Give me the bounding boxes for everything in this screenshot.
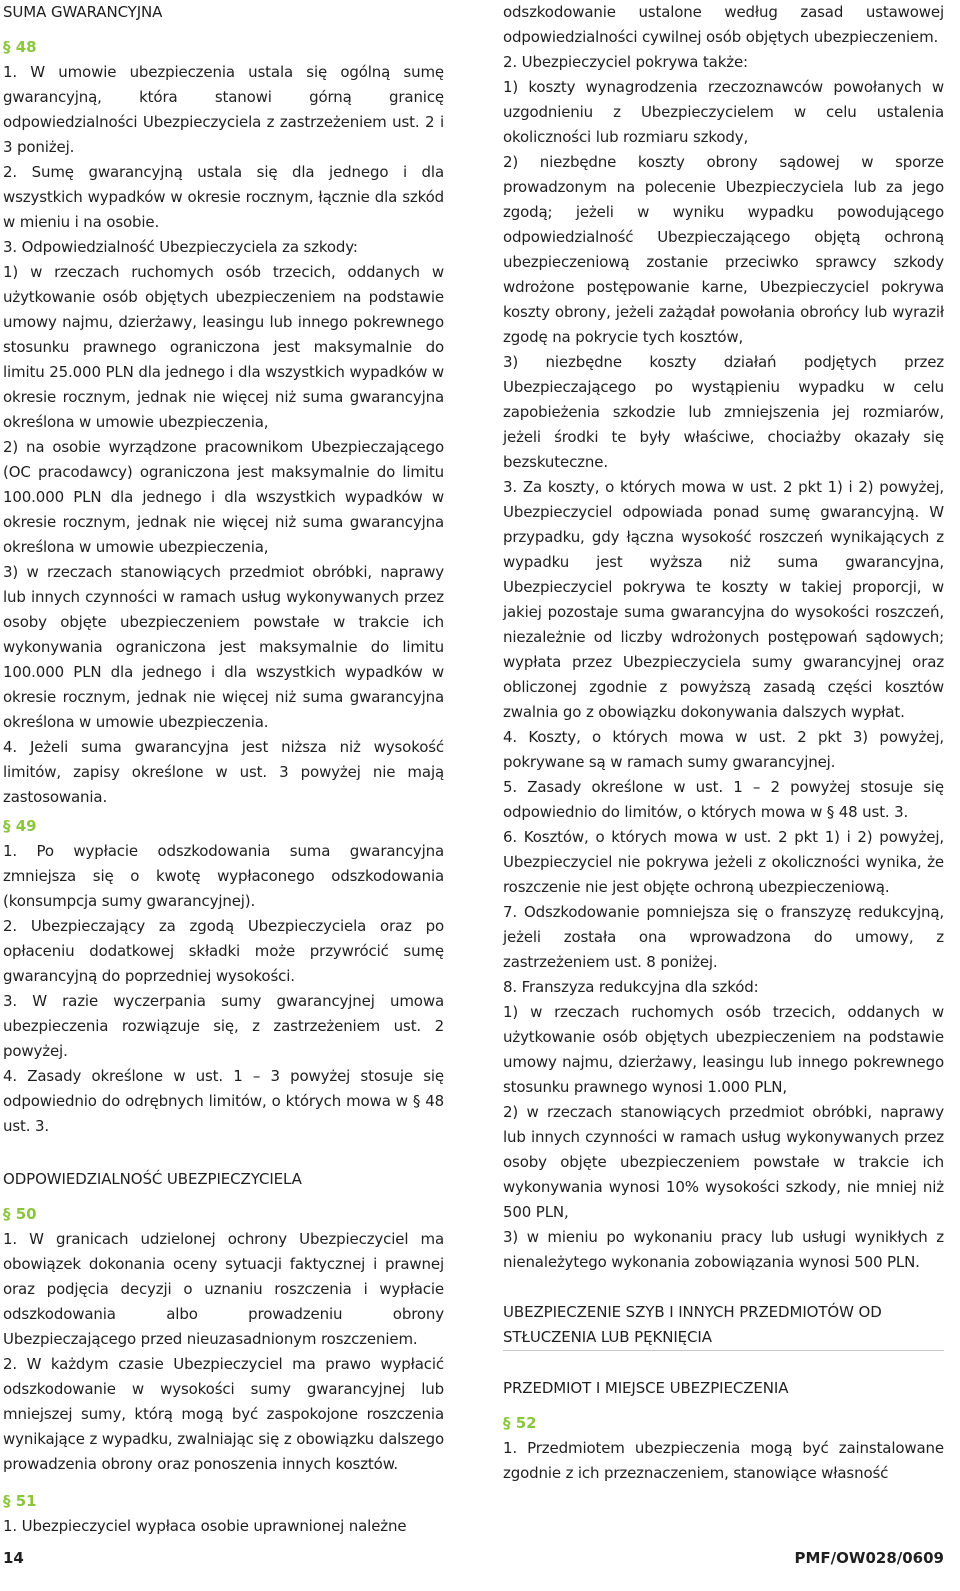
left-column — [3, 0, 444, 1539]
paragraph-48-1: 1. W umowie ubezpieczenia ustala się ogólną sumę gwarancyjną, która stanowi górną granicę odpowiedzialności Ubezpieczyciela z zastrzeżeniem ust. 2 i 3 poniżej. — [3, 63, 444, 156]
paragraph-51-1-start: 1. Ubezpieczyciel wypłaca osobie uprawnionej należne — [3, 1517, 407, 1535]
paragraph-51-2-2: 2) niezbędne koszty obrony sądowej w sporze prowadzonym na polecenie Ubezpieczyciela lub za jego zgodą; jeżeli w wyniku wypadku powodującego odpowiedzialność Ubezpieczającego objętą ochroną ubezpieczeniową zostanie przeciwko sprawcy szkody wdrożone postępowanie karne, Ubezpieczyciel pokrywa koszty obrony, jeżeli zażądał powołania obrońcy lub wyraził zgodę na pokrycie tych kosztów, — [503, 153, 944, 346]
paragraph-51-3: 3. Za koszty, o których mowa w ust. 2 pkt 1) i 2) powyżej, Ubezpieczyciel odpowiada ponad sumę gwarancyjną. W przypadku, gdy łączna wysokość roszczeń wynikających z wypadku jest wyższa niż suma gwarancyjna, Ubezpieczyciel pokrywa te koszty w takiej proporcji, w jakiej pozostaje suma gwarancyjna do wysokości roszczeń, niezależnie od liczby wdrożonych postępowań sądowych; wypłata przez Ubezpieczyciela sumy gwarancyjnej oraz obliczonej zgodnie z powyższą zasadą części kosztów zwalnia go z obowiązku dokonywania dalszych wypłat. — [503, 478, 944, 721]
paragraph-51-8-1: 1) w rzeczach ruchomych osób trzecich, oddanych w użytkowanie osób objętych ubezpieczeniem na podstawie umowy najmu, dzierżawy, leasingu lub innego pokrewnego stosunku prawnego wynosi 1.000 PLN, — [503, 1003, 944, 1096]
paragraph-48-2: 2. Sumę gwarancyjną ustala się dla jednego i dla wszystkich wypadków w okresie rocznym, łącznie dla szkód w mieniu i na osobie. — [3, 163, 444, 231]
paragraph-49-2: 2. Ubezpieczający za zgodą Ubezpieczyciela oraz po opłaceniu dodatkowej składki może przywrócić sumę gwarancyjną do poprzedniej wysokości. — [3, 917, 444, 985]
section-52-label: § 52 — [503, 1414, 537, 1432]
heading-ubezpieczenie-szyb: UBEZPIECZENIE SZYB I INNYCH PRZEDMIOTÓW OD STŁUCZENIA LUB PĘKNIĘCIA — [503, 1300, 944, 1351]
paragraph-51-2-1: 1) koszty wynagrodzenia rzeczoznawców powołanych w uzgodnieniu z Ubezpieczycielem w celu ustalenia okoliczności lub rozmiaru szkody, — [503, 78, 944, 146]
paragraph-51-6: 6. Kosztów, o których mowa w ust. 2 pkt 1) i 2) powyżej, Ubezpieczyciel nie pokrywa jeżeli z okoliczności wynika, że roszczenie nie jest objęte ochroną ubezpieczeniową. — [503, 828, 944, 896]
paragraph-51-2-3: 3) niezbędne koszty działań podjętych przez Ubezpieczającego po wystąpieniu wypadku w celu zapobieżenia szkodzie lub zmniejszenia jej rozmiarów, jeżeli środki te były właściwe, chociażby okazały się bezskuteczne. — [503, 353, 944, 471]
paragraph-48-3-1: 1) w rzeczach ruchomych osób trzecich, oddanych w użytkowanie osób objętych ubezpieczeniem na podstawie umowy najmu, dzierżawy, leasingu lub innego pokrewnego stosunku prawnego ograniczona jest maksymalnie do limitu 25.000 PLN dla jednego i dla wszystkich wypadków w okresie rocznym, jednak nie więcej niż suma gwarancyjna określona w umowie ubezpieczenia, — [3, 263, 444, 431]
paragraph-49-1: 1. Po wypłacie odszkodowania suma gwarancyjna zmniejsza się o kwotę wypłaconego odszkodowania (konsumpcja sumy gwarancyjnej). — [3, 842, 444, 910]
heading-odpowiedzialnosc: ODPOWIEDZIALNOŚĆ UBEZPIECZYCIELA — [3, 1170, 302, 1188]
right-column — [503, 0, 944, 1486]
section-49-label: § 49 — [3, 817, 37, 835]
paragraph-51-2: 2. Ubezpieczyciel pokrywa także: — [503, 53, 748, 71]
section-48-label: § 48 — [3, 38, 37, 56]
paragraph-51-8: 8. Franszyza redukcyjna dla szkód: — [503, 978, 759, 996]
paragraph-52-1: 1. Przedmiotem ubezpieczenia mogą być zainstalowane zgodnie z ich przeznaczeniem, stanowiące własność — [503, 1439, 944, 1482]
paragraph-51-8-2: 2) w rzeczach stanowiących przedmiot obróbki, naprawy lub innych czynności w ramach usług wykonywanych przez osoby objęte ubezpieczeniem powstałe w trakcie ich wykonywania wynosi 10% wysokości szkody, nie mniej niż 500 PLN, — [503, 1103, 944, 1221]
paragraph-51-7: 7. Odszkodowanie pomniejsza się o franszyzę redukcyjną, jeżeli została ona wprowadzona do umowy, z zastrzeżeniem ust. 8 poniżej. — [503, 903, 944, 971]
paragraph-51-8-3: 3) w mieniu po wykonaniu pracy lub usługi wynikłych z nienależytego wykonania zobowiązania wynosi 500 PLN. — [503, 1228, 944, 1271]
paragraph-51-1-end: odszkodowanie ustalone według zasad ustawowej odpowiedzialności cywilnej osób objętych ubezpieczeniem. — [503, 3, 944, 46]
paragraph-49-3: 3. W razie wyczerpania sumy gwarancyjnej umowa ubezpieczenia rozwiązuje się, z zastrzeżeniem ust. 2 powyżej. — [3, 992, 444, 1060]
paragraph-51-5: 5. Zasady określone w ust. 1 – 2 powyżej stosuje się odpowiednio do limitów, o których mowa w § 48 ust. 3. — [503, 778, 944, 821]
document-code: PMF/OW028/0609 — [794, 1549, 944, 1567]
heading-suma-gwarancyjna: SUMA GWARANCYJNA — [3, 3, 163, 21]
paragraph-48-3: 3. Odpowiedzialność Ubezpieczyciela za szkody: — [3, 238, 358, 256]
paragraph-50-2: 2. W każdym czasie Ubezpieczyciel ma prawo wypłacić odszkodowanie w wysokości sumy gwarancyjnej lub mniejszej sumy, którą mogą być zaspokojone roszczenia wynikające z wypadku, zwalniając się z obowiązku dalszego prowadzenia obrony oraz ponoszenia innych kosztów. — [3, 1355, 444, 1473]
paragraph-48-3-2: 2) na osobie wyrządzone pracownikom Ubezpieczającego (OC pracodawcy) ograniczona jest maksymalnie do limitu 100.000 PLN dla jednego i dla wszystkich wypadków w okresie rocznym, jednak nie więcej niż suma gwarancyjna określona w umowie ubezpieczenia, — [3, 438, 444, 556]
heading-przedmiot-miejsce: PRZEDMIOT I MIEJSCE UBEZPIECZENIA — [503, 1379, 789, 1397]
paragraph-50-1: 1. W granicach udzielonej ochrony Ubezpieczyciel ma obowiązek dokonania oceny sytuacji faktycznej i prawnej oraz podjęcia decyzji o uznaniu roszczenia i wypłacie odszkodowania albo prowadzeniu obrony Ubezpieczającego przed nieuzasadnionym roszczeniem. — [3, 1230, 444, 1348]
paragraph-48-3-3: 3) w rzeczach stanowiących przedmiot obróbki, naprawy lub innych czynności w ramach usług wykonywanych przez osoby objęte ubezpieczeniem powstałe w trakcie ich wykonywania ograniczona jest maksymalnie do limitu 100.000 PLN dla jednego i dla wszystkich wypadków w okresie rocznym, jednak nie więcej niż suma gwarancyjna określona w umowie ubezpieczenia. — [3, 563, 444, 731]
page-number: 14 — [3, 1549, 24, 1567]
section-51-label: § 51 — [3, 1492, 37, 1510]
paragraph-48-4: 4. Jeżeli suma gwarancyjna jest niższa niż wysokość limitów, zapisy określone w ust. 3 powyżej nie mają zastosowania. — [3, 738, 444, 806]
paragraph-51-4: 4. Koszty, o których mowa w ust. 2 pkt 3) powyżej, pokrywane są w ramach sumy gwarancyjnej. — [503, 728, 944, 771]
paragraph-49-4: 4. Zasady określone w ust. 1 – 3 powyżej stosuje się odpowiednio do odrębnych limitów, o których mowa w § 48 ust. 3. — [3, 1067, 444, 1135]
section-50-label: § 50 — [3, 1205, 37, 1223]
